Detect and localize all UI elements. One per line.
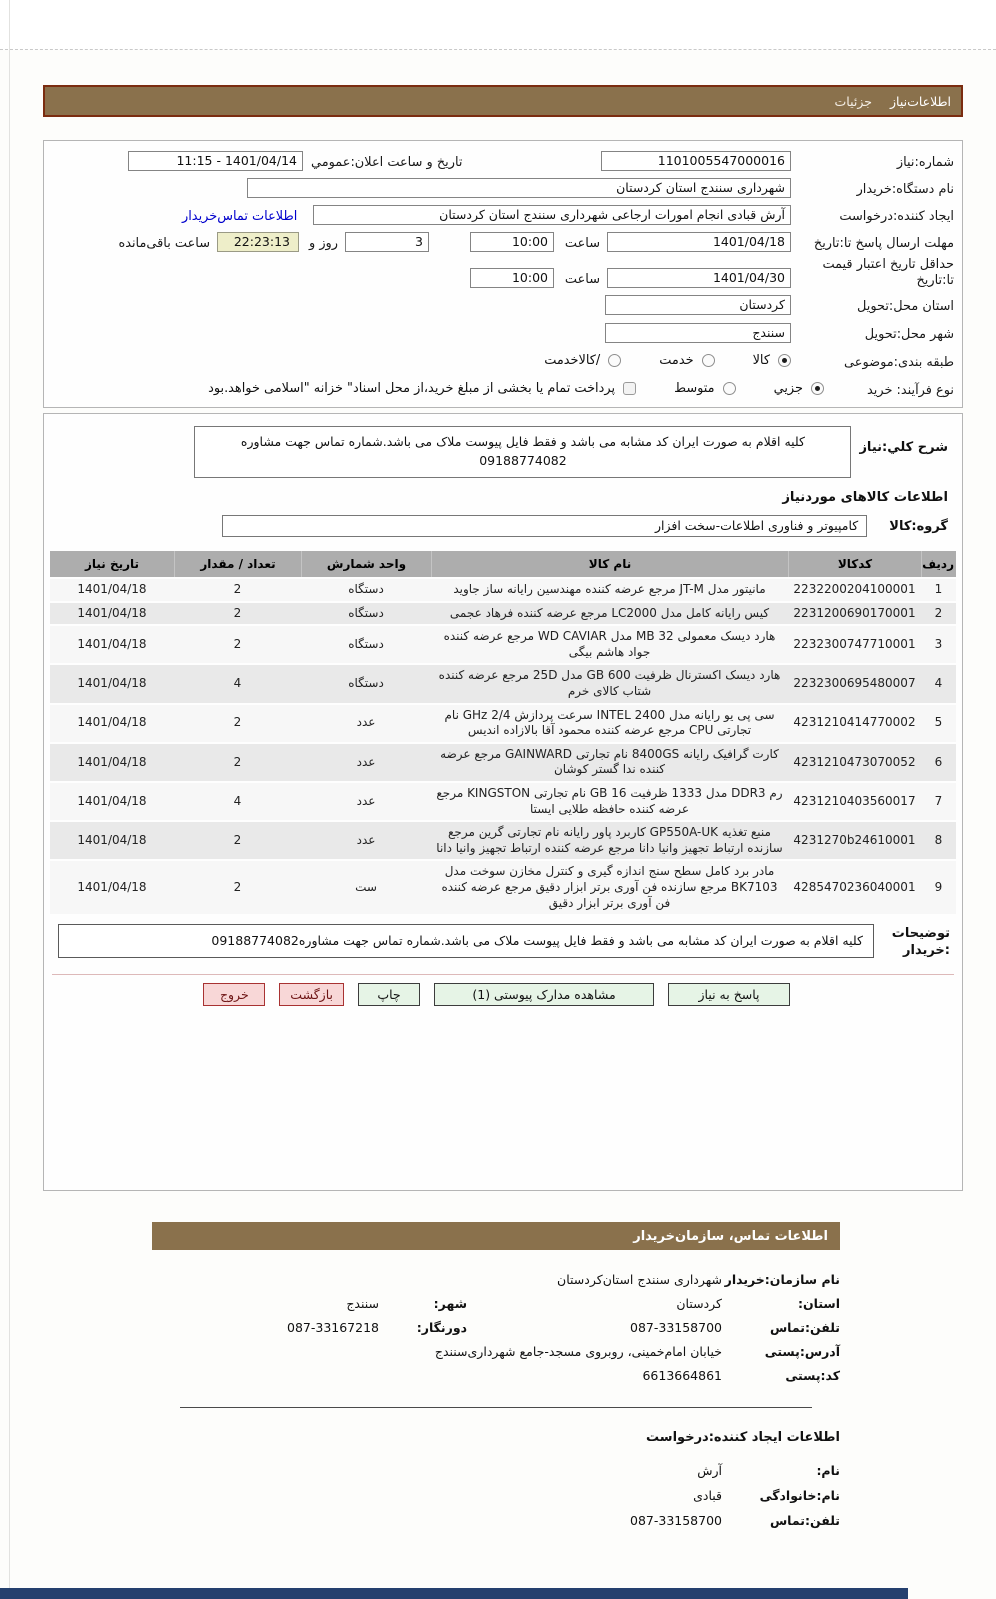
- cell-row: 6: [934, 754, 943, 769]
- contact-phone-label: تلفن:تماس: [769, 1320, 840, 1335]
- cell-qty: 2: [233, 605, 242, 620]
- cell-name: سی پی یو رایانه مدل 2400 INTEL سرعت پردازش 2/4 GHz نام تجارتی CPU مرجع عرضه کننده محمود آقا بالازاده اندیس: [444, 707, 775, 738]
- contact-city-value: سنندج: [346, 1296, 379, 1311]
- need-number-field[interactable]: 1101005547000016: [601, 151, 791, 171]
- cell-row: 7: [934, 793, 943, 808]
- cell-date: 1401/04/18: [77, 793, 147, 808]
- tab-need-info[interactable]: اطلاعات‌نیاز: [889, 93, 951, 109]
- contact-address-value: خیابان امام‌خمینی، روبروی مسجد-جامع شهرداری‌سنندج: [434, 1344, 722, 1359]
- buyer-contact-link[interactable]: اطلاعات تماس‌خریدار: [182, 209, 298, 224]
- need-items-panel: [43, 413, 963, 1191]
- radio-goods-service[interactable]: [608, 354, 621, 367]
- goods-table: [50, 549, 956, 916]
- validity-time-field[interactable]: 10:00: [470, 268, 554, 288]
- cell-row: 5: [934, 715, 943, 730]
- cell-name: کیس رایانه کامل مدل LC2000 مرجع عرضه کننده فرهاد عجمی: [449, 605, 770, 620]
- subject-category-options: [544, 353, 791, 368]
- contact-divider: [180, 1407, 812, 1408]
- radio-goods-service-label: /کالاخدمت: [544, 353, 601, 368]
- delivery-city-field[interactable]: سنندج: [605, 323, 791, 343]
- cell-code: 2232200204100001: [793, 582, 916, 596]
- header-item-name: نام کالا: [431, 551, 788, 577]
- remaining-days-field[interactable]: 3: [345, 232, 429, 252]
- cell-name: هارد دیسک اکسترنال ظرفیت 600 GB مدل 25D مرجع عرضه کننده شتاب کالای خرم: [438, 668, 781, 698]
- header-quantity: تعداد / مقدار: [174, 551, 301, 577]
- answer-need-button[interactable]: پاسخ به نیاز: [668, 983, 790, 1006]
- need-summary-panel: [43, 140, 963, 408]
- cell-date: 1401/04/18: [77, 582, 147, 596]
- delivery-province-label: استان محل:تحویل: [856, 299, 954, 314]
- postal-code-value: 6613664861: [642, 1368, 722, 1383]
- cell-row: 3: [934, 636, 943, 651]
- goods-table-row: [50, 579, 956, 601]
- cell-code: 4231210403560017: [793, 793, 916, 808]
- back-button[interactable]: بازگشت: [279, 983, 344, 1006]
- view-attachments-button[interactable]: مشاهده مدارک پیوستی (1): [434, 983, 654, 1006]
- remaining-timer: 22:23:13: [217, 232, 299, 252]
- contact-phone-value: 087-33158700: [630, 1320, 722, 1335]
- buyer-org-label: نام دستگاه:خریدار: [856, 182, 954, 197]
- cell-date: 1401/04/18: [77, 879, 147, 894]
- cell-qty: 4: [233, 793, 242, 808]
- cell-code: 4231210414770002: [793, 715, 916, 730]
- goods-table-row: [50, 626, 956, 663]
- creator-last-name-value: قبادی: [693, 1488, 722, 1503]
- general-description-label: شرح کلي:نیاز: [859, 440, 948, 455]
- cell-unit: دستگاه: [348, 676, 384, 691]
- validity-date-field[interactable]: 1401/04/30: [607, 268, 791, 288]
- subject-category-label: طبقه بندی:موضوعی: [844, 355, 954, 370]
- deadline-label: مهلت ارسال پاسخ تا:تاریخ: [813, 236, 954, 251]
- cell-unit: عدد: [356, 715, 376, 730]
- goods-table-row: [50, 783, 956, 820]
- cell-row: 4: [934, 676, 943, 691]
- tab-details[interactable]: جزئیات: [834, 93, 872, 109]
- price-validity-label: حداقل تاریخ اعتبار قیمت تا:تاریخ: [822, 257, 954, 289]
- cell-date: 1401/04/18: [77, 754, 147, 769]
- goods-table-row: [50, 822, 956, 859]
- radio-medium[interactable]: [723, 382, 736, 395]
- cell-name: رم DDR3 مدل 1333 ظرفیت 16 GB نام تجارتی KINGSTON مرجع عرضه کننده حافظه طلایی ایستا: [436, 785, 783, 816]
- radio-partial-label: جزیي: [773, 381, 803, 396]
- creator-last-name-label: نام:خانوادگی: [759, 1488, 840, 1503]
- cell-unit: دستگاه: [348, 582, 384, 596]
- postal-code-label: کد:پستی: [785, 1368, 840, 1383]
- cell-qty: 4: [233, 676, 242, 691]
- creator-phone-value: 087-33158700: [630, 1513, 722, 1528]
- cell-name: منبع تغذیه GP550A-UK کاربرد پاور رایانه نام تجارتی گرین مرجع سازنده ارتباط تجهیز وانیا دانا مرجع عرضه کننده ارتباط تجهیز وانیا دانا: [436, 825, 783, 855]
- footer-bar: [0, 1588, 908, 1599]
- buttons-divider: [52, 974, 954, 975]
- contact-city-label: شهر:: [433, 1296, 467, 1311]
- contact-province-label: استان:: [797, 1296, 840, 1311]
- header-unit: واحد شمارش: [301, 551, 431, 577]
- radio-service[interactable]: [702, 354, 715, 367]
- cell-code: 4231210473070052: [793, 754, 916, 769]
- radio-goods[interactable]: [778, 354, 791, 367]
- general-description-field[interactable]: کلیه اقلام به صورت ایران کد مشابه می باشد و فقط فایل پیوست ملاک می باشد.شماره تماس جهت مشاوره 09188774082: [194, 426, 851, 478]
- radio-medium-label: متوسط: [674, 381, 715, 396]
- page-left-border: [9, 0, 10, 1599]
- cell-code: 4231270b24610001: [793, 832, 916, 847]
- cell-unit: عدد: [356, 832, 376, 847]
- cell-date: 1401/04/18: [77, 832, 147, 847]
- days-label: روز و: [309, 236, 338, 251]
- org-name-value: شهرداری سنندج استان‌کردستان: [557, 1272, 722, 1287]
- cell-unit: ست: [355, 879, 377, 894]
- goods-table-row: [50, 744, 956, 781]
- contact-fax-value: 087-33167218: [287, 1320, 379, 1335]
- need-number-label: شماره:نیاز: [896, 155, 954, 170]
- deadline-time-field[interactable]: 10:00: [470, 232, 554, 252]
- top-strip: [0, 0, 996, 50]
- cell-date: 1401/04/18: [77, 715, 147, 730]
- cell-name: هارد دیسک معمولی 32 MB مدل WD CAVIAR مرجع عرضه کننده جواد هاشم بیگی: [443, 629, 776, 659]
- deadline-hour-label: ساعت: [564, 236, 600, 251]
- request-creator-field[interactable]: آرش قبادی انجام امورات ارجاعی شهرداری سنندج استان کردستان: [313, 205, 791, 225]
- request-creator-label: ایجاد کننده:درخواست: [839, 209, 954, 224]
- cell-qty: 2: [233, 879, 242, 894]
- buyer-org-field[interactable]: شهرداری سنندج استان کردستان: [247, 178, 791, 198]
- treasury-checkbox[interactable]: [623, 382, 636, 395]
- cell-row: 1: [934, 582, 943, 596]
- cell-qty: 2: [233, 754, 242, 769]
- org-name-label: نام سازمان:خریدار: [724, 1272, 840, 1287]
- creator-phone-label: تلفن:تماس: [769, 1513, 840, 1528]
- cell-qty: 2: [233, 582, 242, 596]
- cell-row: 9: [934, 879, 943, 894]
- goods-table-header-row: [50, 551, 956, 577]
- delivery-city-label: شهر محل:تحویل: [864, 327, 954, 342]
- process-type-label: نوع فرآیند: خرید: [866, 383, 954, 398]
- exit-button[interactable]: خروج: [203, 983, 265, 1006]
- cell-date: 1401/04/18: [77, 636, 147, 651]
- contact-address-label: آدرس:پستی: [764, 1344, 840, 1359]
- cell-code: 4285470236040001: [793, 879, 916, 894]
- goods-table-row: [50, 603, 956, 625]
- delivery-province-field[interactable]: کردستان: [605, 295, 791, 315]
- buyer-notes-label: توضیحات :خریدار: [891, 926, 950, 958]
- buyer-contact-section: [152, 1222, 840, 1528]
- cell-qty: 2: [233, 715, 242, 730]
- remaining-hours-label: ساعت باقی‌مانده: [118, 236, 210, 251]
- cell-name: مانیتور مدل JT-M مرجع عرضه کننده مهندسین رایانه ساز جاوید: [453, 582, 766, 596]
- contact-fax-label: دورنگار:: [416, 1320, 467, 1335]
- announce-datetime-label: تاریخ و ساعت اعلان:عمومي: [311, 155, 463, 170]
- print-button[interactable]: چاپ: [358, 983, 420, 1006]
- buyer-contact-title: اطلاعات تماس، سازمان‌خریدار: [152, 1222, 840, 1250]
- validity-hour-label: ساعت: [564, 272, 600, 287]
- contact-province-value: کردستان: [676, 1296, 722, 1311]
- cell-unit: دستگاه: [348, 636, 384, 651]
- cell-qty: 2: [233, 636, 242, 651]
- goods-table-row: [50, 665, 956, 702]
- goods-section-title: اطلاعات کالاهای موردنیاز: [782, 490, 948, 505]
- creator-first-name-value: آرش: [697, 1463, 722, 1478]
- cell-row: 8: [934, 832, 943, 847]
- cell-name: مادر برد کامل سطح سنج اندازه گیری و کنترل مخازن سوخت مدل BK7103 مرجع سازنده فن آوری برتر ابزار دقیق مرجع عرضه کننده فن آوری برتر ابزار دقیق: [441, 864, 778, 910]
- header-need-date: تاریخ نیاز: [50, 551, 174, 577]
- treasury-checkbox-label: پرداخت تمام یا بخشی از مبلغ خرید،از محل اسناد" خزانه "اسلامی خواهد.بود: [208, 381, 616, 396]
- action-buttons-row: [58, 983, 948, 1006]
- goods-table-row: [50, 861, 956, 914]
- cell-date: 1401/04/18: [77, 676, 147, 691]
- cell-qty: 2: [233, 832, 242, 847]
- process-type-options: [208, 381, 824, 396]
- cell-row: 2: [934, 605, 943, 620]
- cell-code: 2232300695480007: [793, 676, 916, 691]
- buyer-notes-field[interactable]: کلیه اقلام به صورت ایران کد مشابه می باشد و فقط فایل پیوست ملاک می باشد.شماره تماس جهت مشاوره09188774082: [58, 924, 874, 958]
- cell-date: 1401/04/18: [77, 605, 147, 620]
- cell-name: کارت گرافیک رایانه 8400GS نام تجارتی GAINWARD مرجع عرضه کننده ندا گستر کوشان: [440, 746, 779, 777]
- deadline-date-field[interactable]: 1401/04/18: [607, 232, 791, 252]
- goods-group-label: گروه:کالا: [889, 518, 948, 534]
- request-creator-section-title: اطلاعات ایجاد کننده:درخواست: [646, 1430, 840, 1445]
- tab-bar: [43, 85, 963, 117]
- cell-unit: عدد: [356, 754, 376, 769]
- creator-first-name-label: نام:: [816, 1463, 840, 1478]
- goods-group-field[interactable]: کامپیوتر و فناوری اطلاعات-سخت افزار: [222, 515, 867, 537]
- radio-goods-label: کالا: [752, 353, 770, 368]
- goods-table-row: [50, 705, 956, 742]
- cell-unit: دستگاه: [348, 605, 384, 620]
- header-item-code: کدکالا: [788, 551, 921, 577]
- announce-datetime-field[interactable]: 1401/04/14 - 11:15: [128, 151, 303, 171]
- cell-code: 2231200690170001: [793, 605, 916, 620]
- header-row-number: ردیف: [921, 551, 956, 577]
- cell-unit: عدد: [356, 793, 376, 808]
- radio-service-label: خدمت: [659, 353, 694, 368]
- cell-code: 2232300747710001: [793, 636, 916, 651]
- radio-partial[interactable]: [811, 382, 824, 395]
